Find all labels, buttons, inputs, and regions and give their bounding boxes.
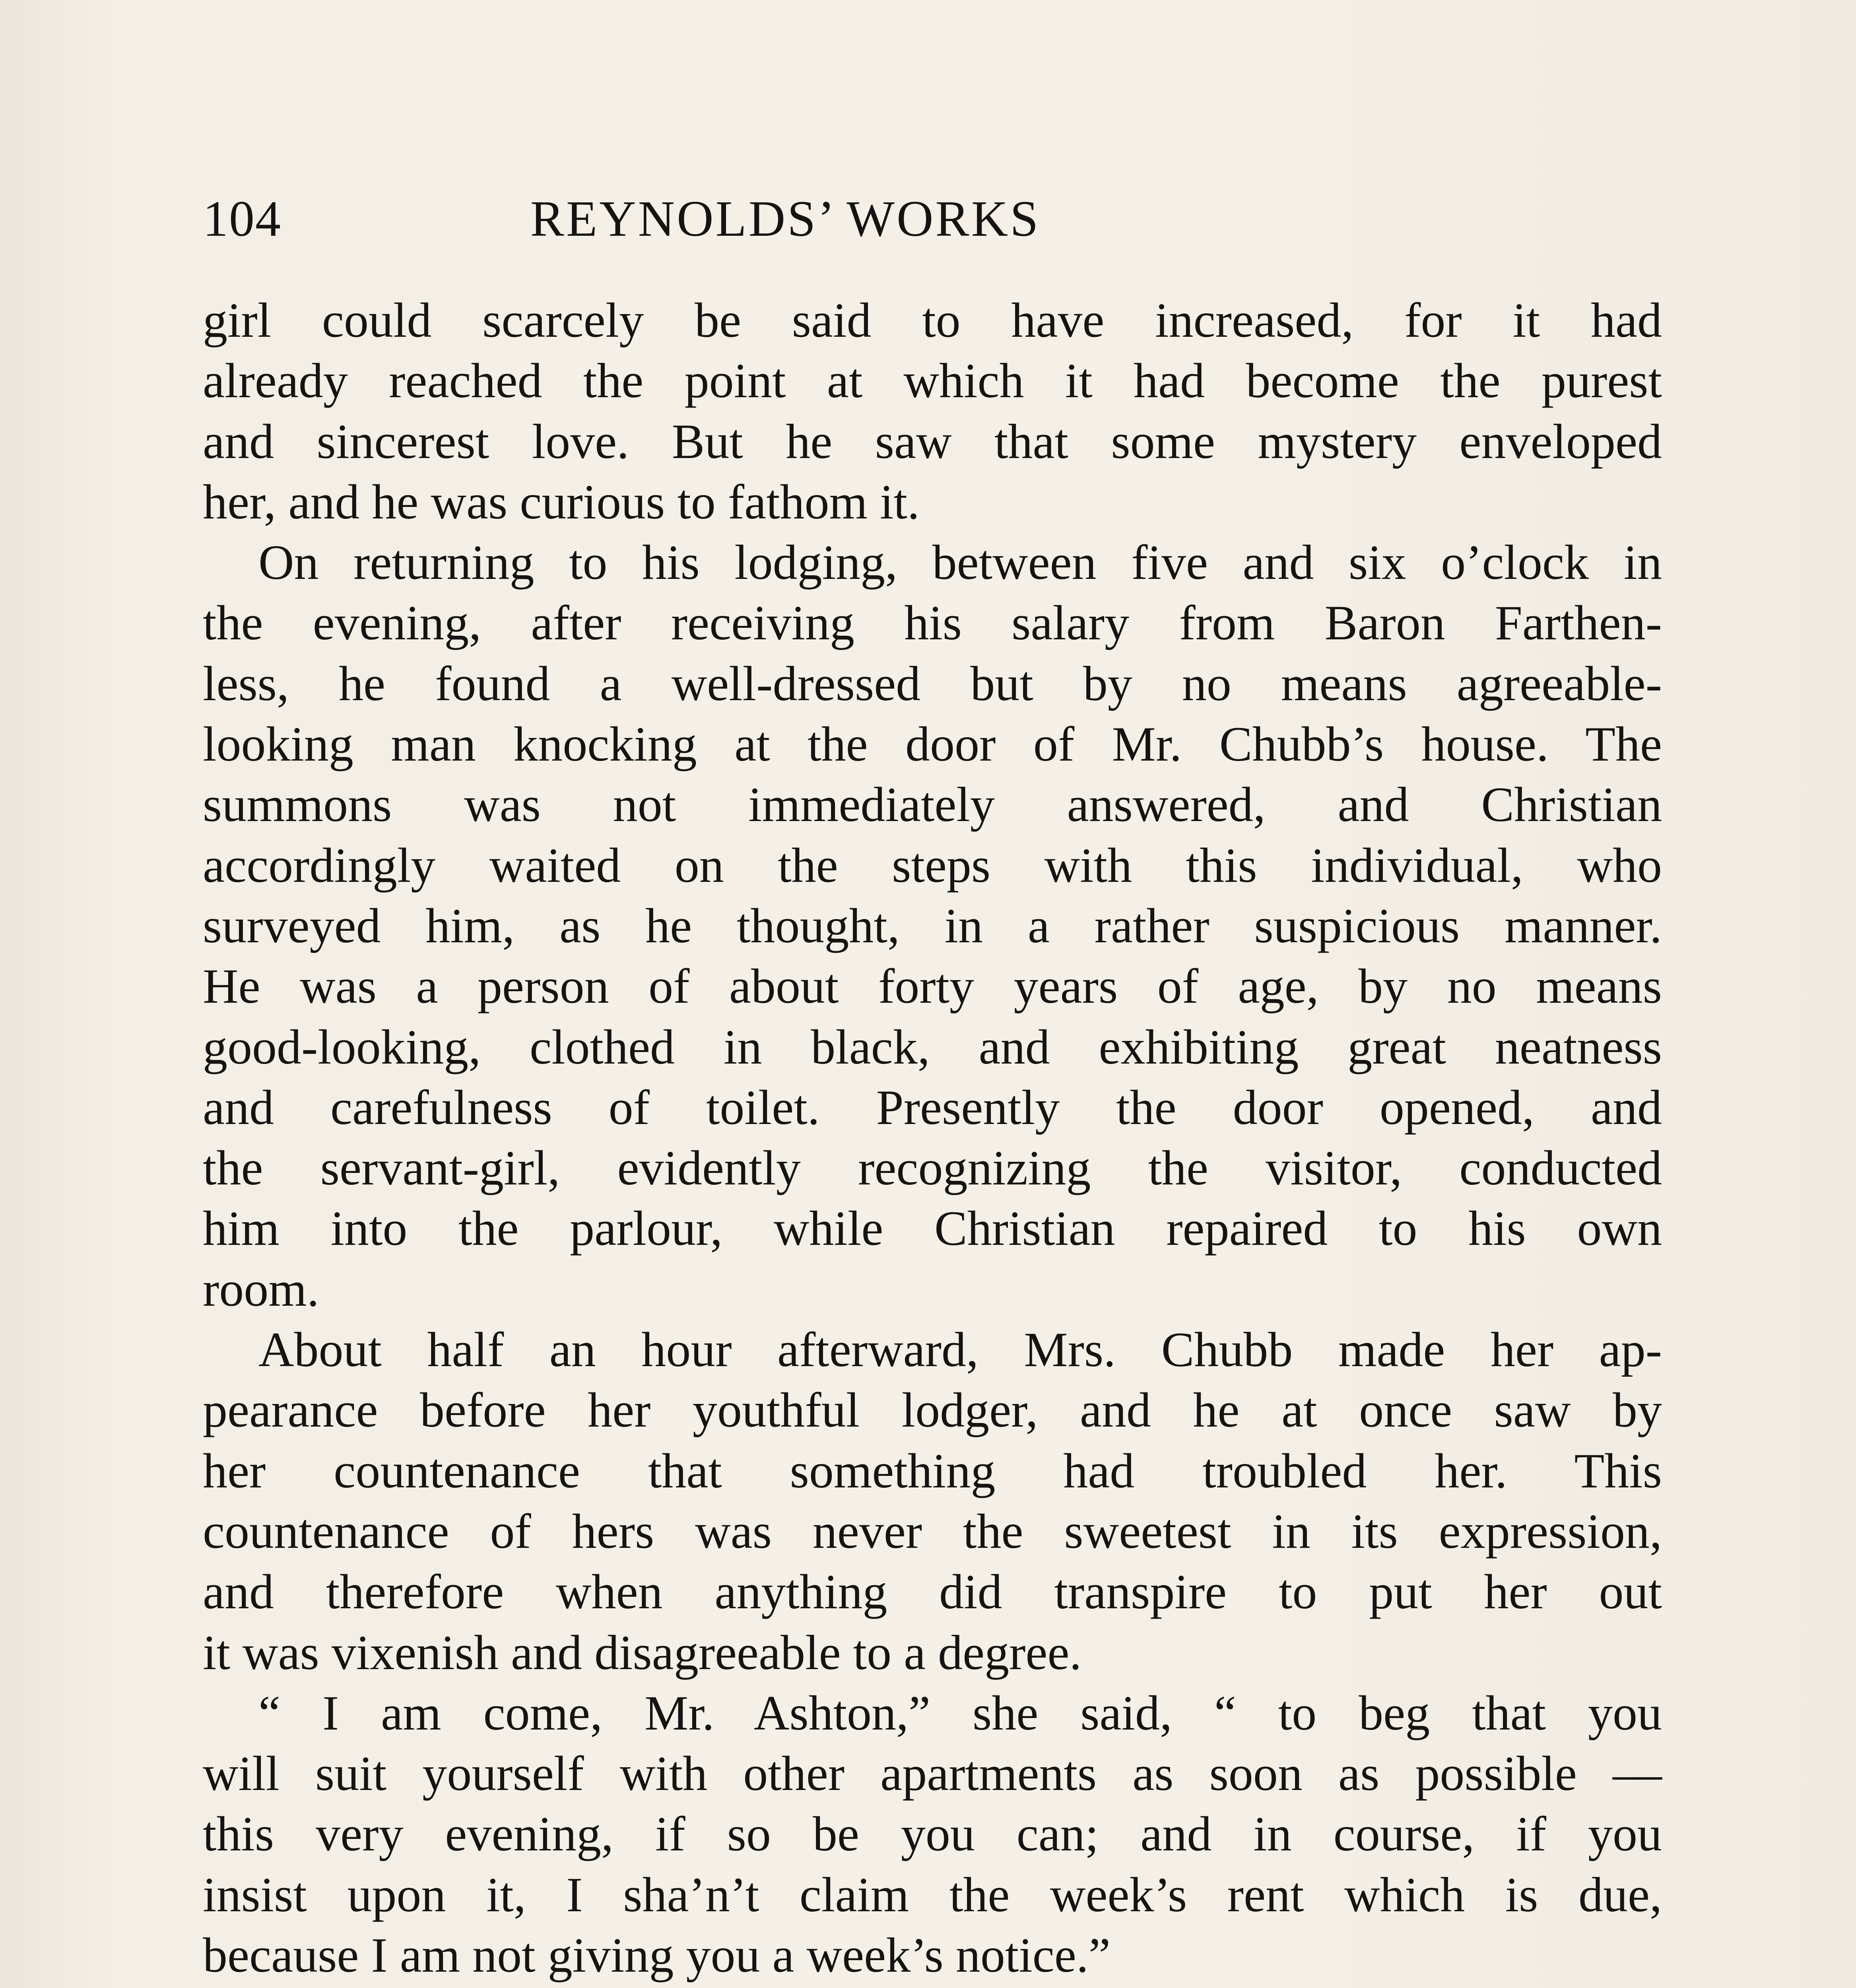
text-line: On returning to his lodging, between five and six o’clock in — [258, 535, 1662, 590]
text-line: accordingly waited on the steps with this individual, who — [203, 838, 1662, 893]
text-line: less, he found a well-dressed but by no means agreeable- — [203, 656, 1662, 711]
page-header — [203, 187, 1264, 250]
text-line: good-looking, clothed in black, and exhibiting great neatness — [203, 1019, 1662, 1074]
body-text — [203, 290, 1662, 1988]
text-line: About half an hour afterward, Mrs. Chubb made her ap- — [258, 1322, 1662, 1377]
page-number: 104 — [203, 190, 282, 247]
text-line: this very evening, if so be you can; and in course, if you — [203, 1807, 1662, 1862]
text-line: pearance before her youthful lodger, and he at once saw by — [203, 1383, 1662, 1438]
text-line: the servant-girl, evidently recognizing the visitor, conducted — [203, 1141, 1662, 1196]
text-line: her, and he was curious to fathom it. — [203, 474, 920, 529]
text-line: already reached the point at which it had become the purest — [203, 353, 1662, 408]
text-line: because I am not giving you a week’s notice.” — [203, 1928, 1110, 1983]
text-line: him into the parlour, while Christian repaired to his own — [203, 1201, 1662, 1256]
text-line: the evening, after receiving his salary from Baron Farthen- — [203, 596, 1662, 650]
text-line — [203, 1986, 1662, 1988]
text-line: He was a person of about forty years of age, by no means — [203, 959, 1662, 1014]
text-line: will suit yourself with other apartments as soon as possible — — [203, 1746, 1662, 1801]
text-line: summons was not immediately answered, and Christian — [203, 777, 1662, 832]
text-line: countenance of hers was never the sweetest in its expression, — [203, 1504, 1662, 1559]
text-line: her countenance that something had troubled her. This — [203, 1443, 1662, 1498]
text-line: it was vixenish and disagreeable to a degree. — [203, 1625, 1082, 1680]
text-line: insist upon it, I sha’n’t claim the week’s rent which is due, — [203, 1867, 1662, 1922]
text-line: and therefore when anything did transpire to put her out — [203, 1565, 1662, 1619]
text-line: “ I am come, Mr. Ashton,” she said, “ to beg that you — [258, 1685, 1662, 1740]
text-line: surveyed him, as he thought, in a rather suspicious manner. — [203, 898, 1662, 953]
text-line: and sincerest love. But he saw that some mystery enveloped — [203, 414, 1662, 469]
text-line: looking man knocking at the door of Mr. Chubb’s house. The — [203, 717, 1662, 772]
running-head: REYNOLDS’ WORKS — [530, 190, 1041, 247]
text-line: and carefulness of toilet. Presently the door opened, and — [203, 1080, 1662, 1135]
text-line: girl could scarcely be said to have increased, for it had — [203, 293, 1662, 348]
text-line: room. — [203, 1262, 319, 1316]
